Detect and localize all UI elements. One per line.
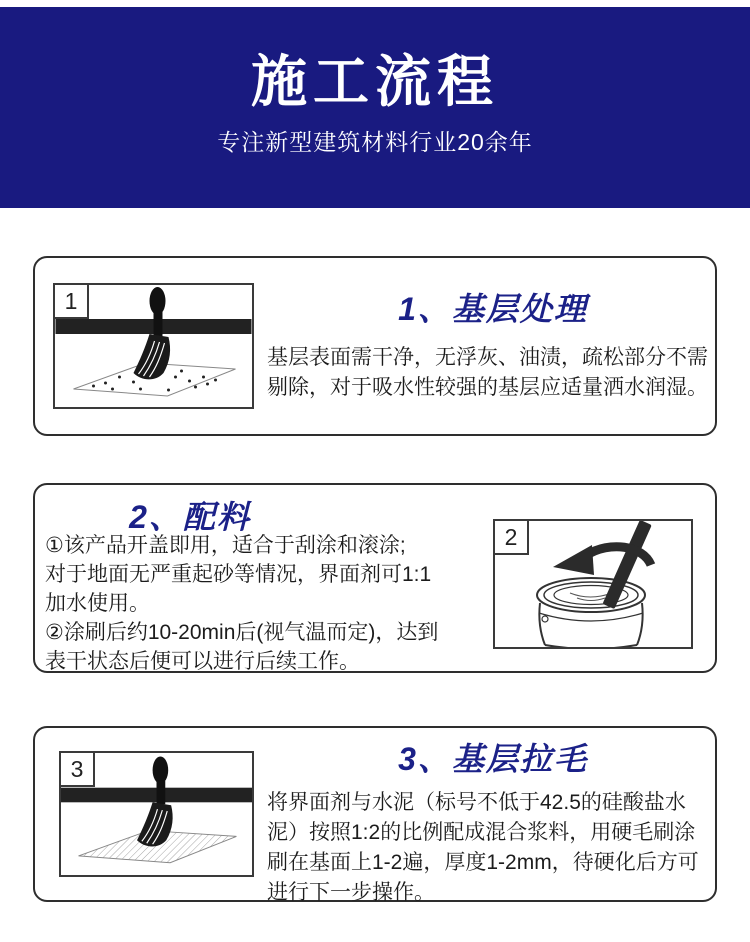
step3-number-badge: 3 (61, 753, 95, 787)
step3-body-line: 泥）按照1:2的比例配成混合浆料，用硬毛刷涂 (267, 821, 696, 844)
page-title: 施工流程 (251, 50, 499, 113)
step2-figure (493, 519, 693, 649)
header-banner (0, 7, 750, 208)
step3-title: 3、基层拉毛 (398, 741, 588, 777)
step3-body-line: 进行下一步操作。 (267, 881, 435, 904)
step3-body-line: 将界面剂与水泥（标号不低于42.5的硅酸盐水 (267, 791, 686, 814)
step2-number-badge: 2 (495, 521, 529, 555)
section-step3-scratch-coat (33, 726, 717, 902)
step3-body (267, 788, 719, 908)
section-step2-mixing (33, 483, 717, 673)
step3-text-column (267, 728, 719, 908)
step1-body-line: 基层表面需干净，无浮灰、油渍，疏松部分不需 (267, 346, 708, 369)
section-step1-base-treatment (33, 256, 717, 436)
step2-body-line: 加水使用。 (45, 592, 150, 615)
step1-figure (53, 283, 254, 409)
step2-title: 2、配料 (129, 499, 251, 535)
step2-body-line: 对于地面无严重起砂等情况，界面剂可1:1 (45, 563, 432, 586)
step1-title: 1、基层处理 (398, 291, 588, 327)
step2-body-line: ②涂刷后约10-20min后(视气温而定)，达到 (45, 621, 439, 644)
step3-body-line: 刷在基面上1-2遍，厚度1-2mm，待硬化后方可 (267, 851, 699, 874)
step1-text-column (267, 258, 719, 403)
step1-body-line: 剔除，对于吸水性较强的基层应适量洒水润湿。 (267, 376, 708, 399)
step1-body (267, 343, 719, 403)
step2-body (45, 531, 497, 676)
step3-figure (59, 751, 254, 877)
page-subtitle: 专注新型建筑材料行业20余年 (217, 129, 533, 155)
step2-body-line: 表干状态后便可以进行后续工作。 (45, 650, 360, 673)
step1-number-badge: 1 (55, 285, 89, 319)
step2-body-line: ①该产品开盖即用，适合于刮涂和滚涂; (45, 534, 406, 557)
